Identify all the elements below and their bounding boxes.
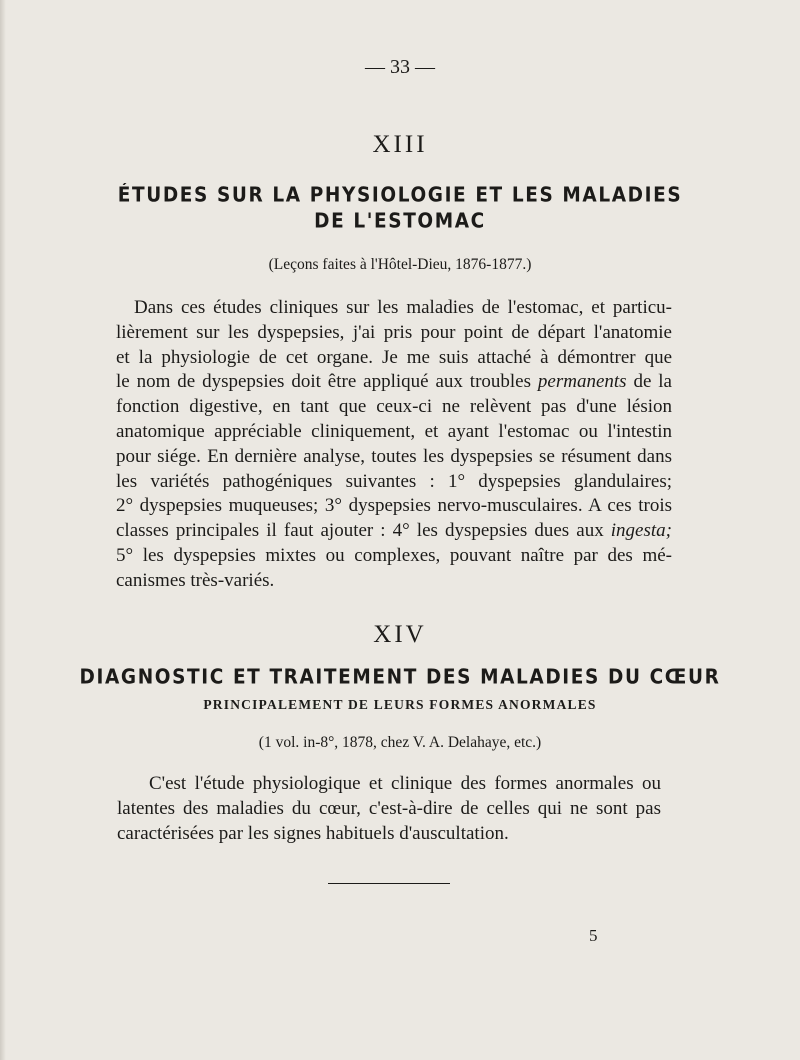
section-14-body — [117, 772, 661, 846]
section-14-title: DIAGNOSTIC ET TRAITEMENT DES MALADIES DU CŒUR — [79, 666, 721, 689]
body-line: les variétés pathogéniques suivantes : 1° dyspepsies glandulaires; — [116, 470, 672, 492]
body-line: latentes des maladies du cœur, c'est-à-dire de celles qui ne sont pas — [117, 797, 661, 819]
section-14-numeral: XIV — [373, 621, 427, 648]
section-13-numeral: XIII — [372, 131, 428, 158]
body-line: canismes très-variés. — [116, 569, 275, 591]
body-line: caractérisées par les signes habituels d'auscultation. — [117, 822, 509, 844]
section-13-title-line-1: ÉTUDES SUR LA PHYSIOLOGIE ET LES MALADIES — [117, 184, 683, 207]
body-line: anatomique appréciable cliniquement, et ayant l'estomac ou l'intestin — [116, 420, 672, 442]
section-13-body — [116, 296, 672, 594]
closing-rule — [328, 883, 450, 884]
body-line: lièrement sur les dyspepsies, j'ai pris pour point de départ l'anatomie — [116, 321, 672, 343]
body-line: 2° dyspepsies muqueuses; 3° dyspepsies nervo-musculaires. A ces trois — [116, 495, 672, 517]
section-13-note: (Leçons faites à l'Hôtel-Dieu, 1876-1877.) — [268, 256, 532, 273]
body-line: et la physiologie de cet organe. Je me suis attaché à démontrer que — [116, 346, 672, 368]
emphasis: ingesta; — [610, 520, 672, 542]
section-14-subtitle: PRINCIPALEMENT DE LEURS FORMES ANORMALES — [203, 697, 597, 712]
section-14-note: (1 vol. in-8°, 1878, chez V. A. Delahaye, etc.) — [258, 734, 542, 751]
body-line: C'est l'étude physiologique et clinique des formes anormales ou — [149, 773, 661, 794]
emphasis: permanents — [537, 371, 627, 393]
body-line: fonction digestive, en tant que ceux-ci ne relèvent pas d'une lésion — [116, 396, 672, 418]
body-line: Dans ces études cliniques sur les maladies de l'estomac, et particu- — [134, 297, 672, 318]
body-line: pour siége. En dernière analyse, toutes les dyspepsies se résument dans — [116, 445, 672, 467]
body-line: 5° les dyspepsies mixtes ou complexes, pouvant naître par des mé- — [116, 544, 672, 566]
body-line: classes principales il faut ajouter : 4° les dyspepsies dues aux ingesta; — [116, 520, 672, 542]
body-line: le nom de dyspepsies doit être appliqué aux troubles permanents de la — [116, 371, 672, 393]
signature-mark: 5 — [589, 926, 598, 945]
section-13-title-line-2: DE L'ESTOMAC — [314, 210, 486, 233]
page-number: — 33 — — [365, 56, 435, 78]
